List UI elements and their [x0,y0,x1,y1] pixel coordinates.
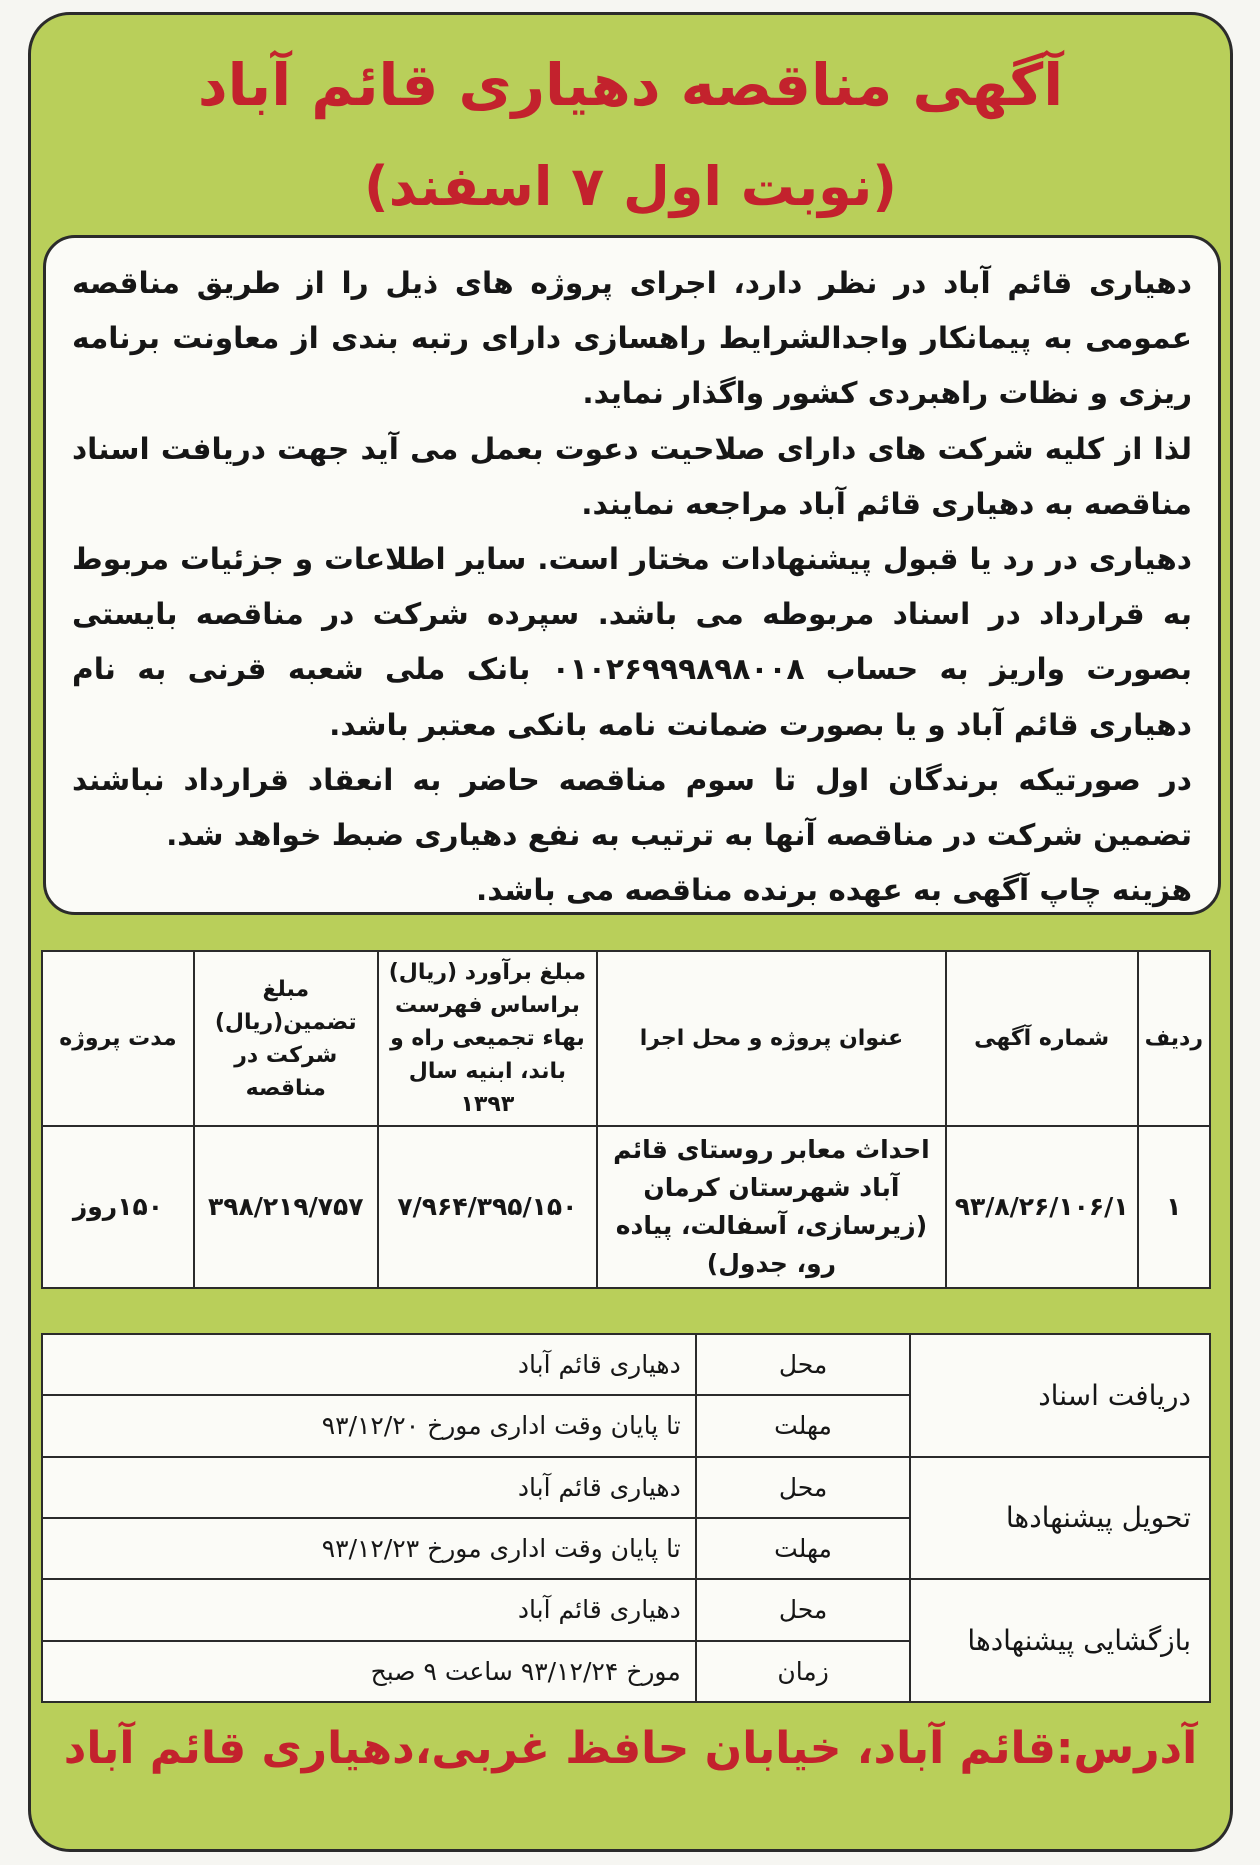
value-deadline: تا پایان وقت اداری مورخ ۹۳/۱۲/۲۳ [42,1518,696,1579]
value-deadline: تا پایان وقت اداری مورخ ۹۳/۱۲/۲۰ [42,1395,696,1456]
value-time: مورخ ۹۳/۱۲/۲۴ ساعت ۹ صبح [42,1641,696,1702]
header-guarantee: مبلغ تضمین(ریال) شرکت در مناقصه [194,951,378,1126]
body-paragraph: در صورتیکه برندگان اول تا سوم مناقصه حاضر به انعقاد قرارداد نباشند تضمین شرکت در مناقصه آنها به ترتیب به نفع دهیاری ضبط خواهد شد. [72,762,1192,853]
header-estimate: مبلغ برآورد (ریال) براساس فهرست بهاء تجمیعی راه و باند، ابنیه سال ۱۳۹۳ [378,951,597,1126]
value-place: دهیاری قائم آباد [42,1579,696,1640]
value-place: دهیاری قائم آباد [42,1334,696,1395]
footer-address: آدرس:قائم آباد، خیابان حافظ غربی،دهیاری قائم آباد [63,1723,1198,1774]
label-place: محل [696,1579,911,1640]
notice-body [43,235,1221,915]
cell-guarantee: ۳۹۸/۲۱۹/۷۵۷ [194,1126,378,1288]
header-project-title: عنوان پروژه و محل اجرا [597,951,946,1126]
section-proposal-delivery: تحویل پیشنهادها [910,1457,1210,1580]
body-paragraph: لذا از کلیه شرکت های دارای صلاحیت دعوت بعمل می آید جهت دریافت اسناد مناقصه به دهیاری قائم آباد مراجعه نمایند. [72,431,1192,521]
table-header-row [42,951,1210,1126]
notice-subtitle: (نوبت اول ۷ اسفند) [364,155,897,218]
cell-project-title: احداث معابر روستای قائم آباد شهرستان کرمان (زیرسازی، آسفالت، پیاده رو، جدول) [597,1126,946,1288]
label-deadline: مهلت [696,1518,911,1579]
notice-sheet [28,12,1233,1852]
body-paragraph: دهیاری قائم آباد در نظر دارد، اجرای پروژه های ذیل را از طریق مناقصه عمومی به پیمانکار واجدالشرایط راهسازی دارای رتبه بندی از معاونت برنامه ریزی و نظات راهبردی کشور واگذار نماید. [72,266,1192,411]
section-documents: دریافت اسناد [910,1334,1210,1457]
header-notice-number: شماره آگهی [946,951,1138,1126]
header-duration: مدت پروژه [42,951,194,1126]
notice-title: آگهی مناقصه دهیاری قائم آباد [197,51,1064,119]
body-paragraph: دهیاری در رد یا قبول پیشنهادات مختار است. سایر اطلاعات و جزئیات مربوط به قرارداد در اسناد مربوطه می باشد. سپرده شرکت در مناقصه بایستی بصورت واریز به حساب ۰۱۰۲۶۹۹۹۸۹۸۰۰۸ بانک ملی شعبه قرنی به نام دهیاری قائم آباد و یا بصورت ضمانت نامه بانکی معتبر باشد. [72,542,1192,742]
schedule-table [41,1333,1211,1703]
body-paragraph: هزینه چاپ آگهی به عهده برنده مناقصه می باشد. [475,873,1192,908]
label-place: محل [696,1334,911,1395]
section-proposal-opening: بازگشایی پیشنهادها [910,1579,1210,1702]
cell-notice-number: ۹۳/۸/۲۶/۱۰۶/۱ [946,1126,1138,1288]
table-row [42,1126,1210,1288]
schedule-row [42,1457,1210,1518]
cell-row-number: ۱ [1138,1126,1210,1288]
schedule-row [42,1334,1210,1395]
value-place: دهیاری قائم آباد [42,1457,696,1518]
header-row-number: ردیف [1138,951,1210,1126]
schedule-row [42,1579,1210,1640]
cell-duration: ۱۵۰روز [42,1126,194,1288]
label-time: زمان [696,1641,911,1702]
label-place: محل [696,1457,911,1518]
cell-estimate: ۷/۹۶۴/۳۹۵/۱۵۰ [378,1126,597,1288]
label-deadline: مهلت [696,1395,911,1456]
projects-table [41,950,1211,1289]
